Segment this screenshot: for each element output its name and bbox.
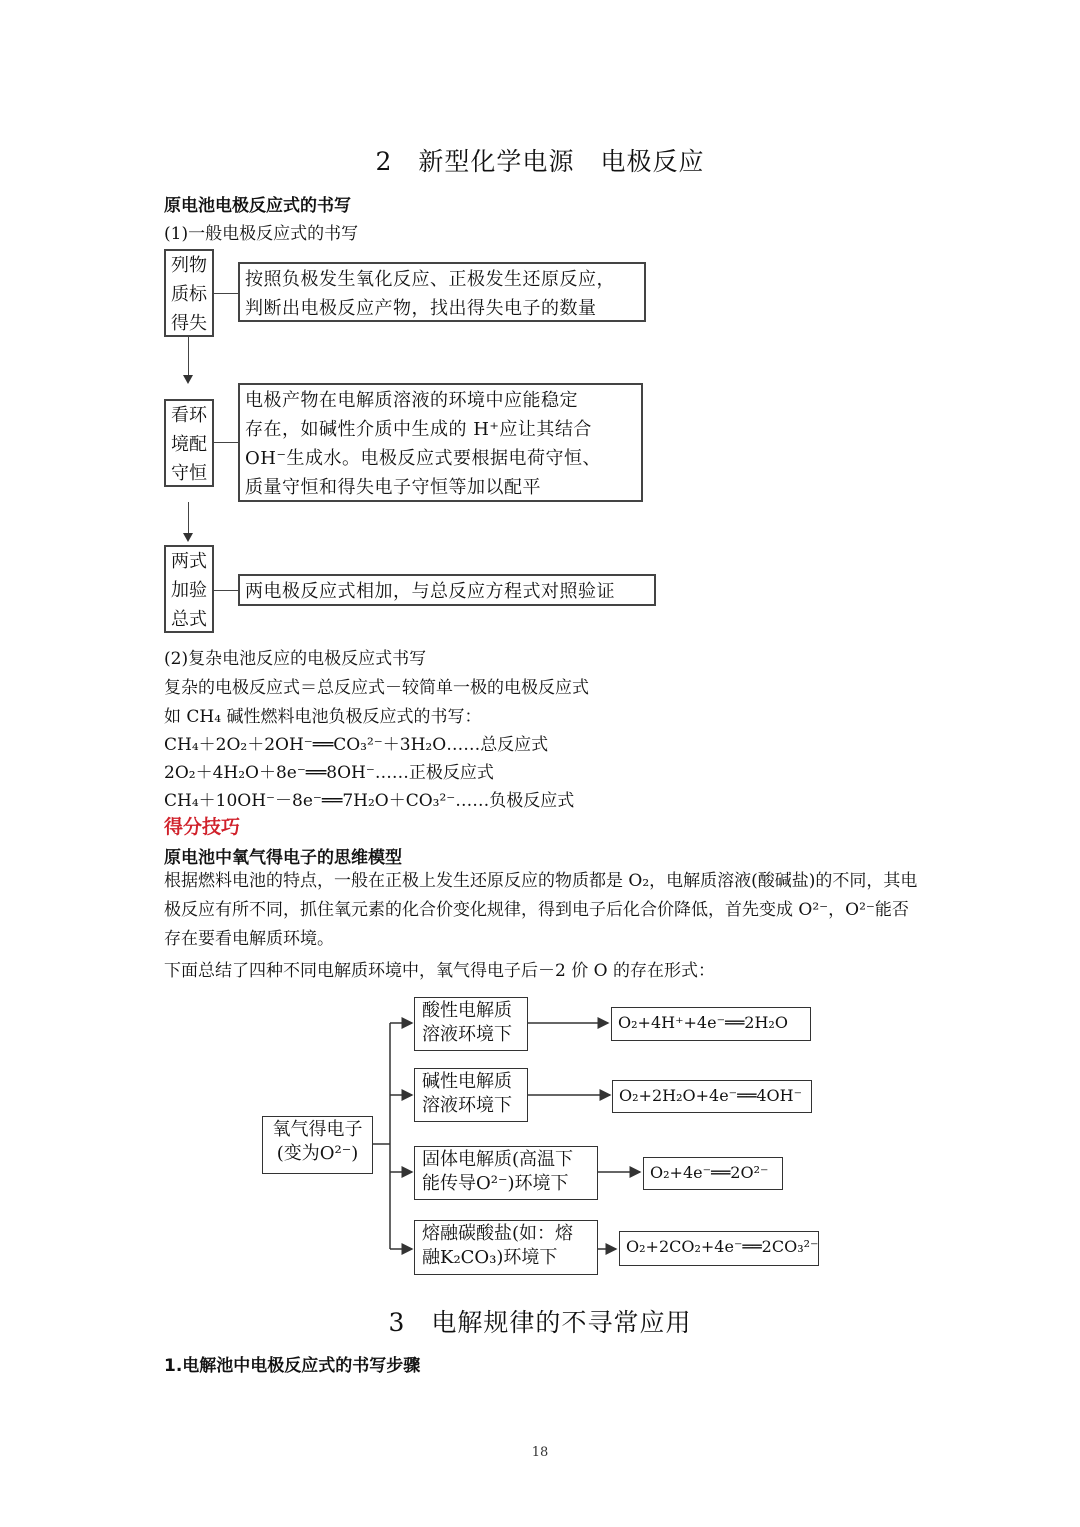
env-box	[414, 1146, 598, 1200]
step-description-line: OH⁻生成水。电极反应式要根据电荷守恒、	[245, 448, 601, 469]
tips-label: 得分技巧	[164, 816, 241, 838]
subheading-1: (1)一般电极反应式的书写	[164, 224, 359, 244]
equation: CH₄＋2O₂＋2OH⁻══CO₃²⁻＋3H₂O	[164, 735, 447, 755]
step-label-line: 得失	[171, 313, 207, 334]
env-line: 溶液环境下	[422, 1024, 512, 1045]
page-number: 18	[531, 1445, 549, 1460]
step-label-line: 两式	[171, 551, 207, 572]
result-box: O₂+4H⁺+4e⁻══2H₂O	[611, 1007, 811, 1041]
root-box	[262, 1116, 373, 1174]
step-description-line: 判断出电极反应产物，找出得失电子的数量	[245, 298, 597, 319]
step-description-line: 电极产物在电解质溶液的环境中应能稳定	[245, 390, 578, 411]
root-line: (变为O²⁻)	[276, 1143, 359, 1164]
env-line: 碱性电解质	[422, 1071, 512, 1092]
subheading-2: (2)复杂电池反应的电极反应式书写	[164, 649, 427, 669]
section-title: 3 电解规律的不寻常应用	[388, 1308, 692, 1337]
step-label-line: 守恒	[171, 463, 207, 484]
step-description-line: 按照负极发生氧化反应、正极发生还原反应，	[245, 269, 615, 290]
step-label-line: 总式	[171, 609, 207, 630]
equation-note: ……负极反应式	[455, 791, 575, 811]
tips-lead: 下面总结了四种不同电解质环境中，氧气得电子后－2 价 O 的存在形式：	[164, 961, 715, 981]
tips-paragraph: 根据燃料电池的特点，一般在正极上发生还原反应的物质都是 O₂，电解质溶液(酸碱盐)的不同，其电极反应有所不同，抓住氧元素的化合价变化规律，得到电子后化合价降低，首先变成 O²⁻，O²⁻能否存在要看电解质环境。	[164, 871, 918, 949]
step-label-line: 看环	[171, 405, 207, 426]
step-description-line: 质量守恒和得失电子守恒等加以配平	[245, 477, 541, 498]
equation: CH₄＋10OH⁻－8e⁻══7H₂O＋CO₃²⁻	[164, 791, 456, 811]
equation-note: ……总反应式	[446, 735, 549, 755]
equation: 2O₂＋4H₂O＋8e⁻══8OH⁻	[164, 763, 375, 783]
result-box: O₂+2H₂O+4e⁻══4OH⁻	[612, 1080, 812, 1113]
step-label-line: 加验	[171, 580, 207, 601]
example-intro: 如 CH₄ 碱性燃料电池负极反应式的书写：	[164, 707, 482, 727]
equation-note: ……正极反应式	[374, 763, 494, 783]
env-line: 融K₂CO₃)环境下	[422, 1247, 558, 1268]
env-box	[414, 1220, 598, 1275]
rule-text: 复杂的电极反应式＝总反应式－较简单一极的电极反应式	[164, 678, 589, 698]
env-line: 熔融碳酸盐(如：熔	[422, 1223, 574, 1244]
root-line: 氧气得电子	[272, 1119, 363, 1140]
env-box	[414, 997, 528, 1051]
result-box: O₂+2CO₂+4e⁻══2CO₃²⁻	[619, 1231, 819, 1266]
env-line: 溶液环境下	[422, 1095, 512, 1116]
step-description-line: 存在，如碱性介质中生成的 H⁺应让其结合	[245, 419, 592, 440]
section-heading: 原电池电极反应式的书写	[164, 196, 351, 216]
step-label-line: 质标	[171, 284, 207, 305]
section-title: 2 新型化学电源 电极反应	[375, 147, 705, 176]
env-box	[414, 1068, 528, 1122]
tips-heading: 原电池中氧气得电子的思维模型	[164, 848, 402, 868]
env-line: 酸性电解质	[422, 1000, 512, 1021]
env-line: 固体电解质(高温下	[422, 1149, 574, 1170]
result-box: O₂+4e⁻══2O²⁻	[643, 1157, 783, 1190]
step-description-line: 两电极反应式相加，与总反应方程式对照验证	[245, 581, 615, 602]
env-line: 能传导O²⁻)环境下	[422, 1173, 569, 1194]
section-heading: 1.电解池中电极反应式的书写步骤	[164, 1356, 421, 1376]
step-label-line: 境配	[171, 434, 207, 455]
step-label-line: 列物	[171, 255, 207, 276]
